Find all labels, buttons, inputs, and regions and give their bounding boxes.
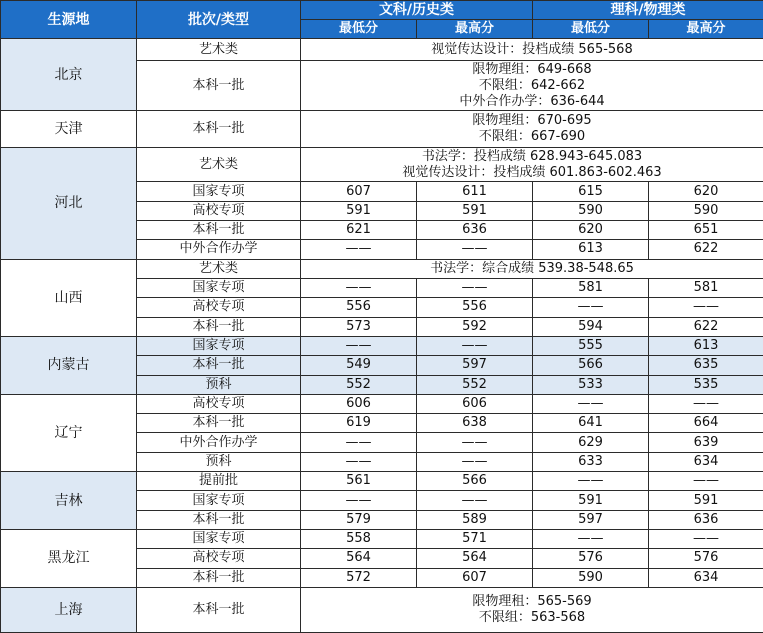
science-min-cell: 533 [533, 375, 649, 394]
liberal-min-cell: —— [301, 240, 417, 259]
batch-type-cell: 艺术类 [137, 259, 301, 278]
table-row [1, 147, 763, 182]
liberal-max-cell: 636 [417, 221, 533, 240]
table-row [1, 472, 763, 491]
science-min-cell: —— [533, 530, 649, 549]
liberal-min-cell: —— [301, 452, 417, 471]
batch-type-cell: 国家专项 [137, 491, 301, 510]
liberal-max-cell: —— [417, 452, 533, 471]
liberal-max-cell: —— [417, 491, 533, 510]
batch-type-cell: 国家专项 [137, 182, 301, 201]
liberal-min-cell: 556 [301, 298, 417, 317]
liberal-max-cell: 607 [417, 568, 533, 587]
batch-type-cell: 本科一批 [137, 111, 301, 148]
liberal-min-cell: —— [301, 433, 417, 452]
liberal-min-cell: 606 [301, 394, 417, 413]
science-max-cell: 634 [649, 452, 763, 471]
header-liberal-group: 文科/历史类 [301, 1, 533, 20]
liberal-max-cell: 571 [417, 530, 533, 549]
science-max-cell: 651 [649, 221, 763, 240]
batch-type-cell: 本科一批 [137, 61, 301, 111]
science-max-cell: 636 [649, 510, 763, 529]
table-row [1, 259, 763, 278]
science-min-cell: 613 [533, 240, 649, 259]
batch-type-cell: 中外合作办学 [137, 240, 301, 259]
merged-score-cell: 书法学：综合成绩 539.38-548.65 [301, 259, 763, 278]
batch-type-cell: 高校专项 [137, 298, 301, 317]
liberal-max-cell: 597 [417, 356, 533, 375]
batch-type-cell: 国家专项 [137, 336, 301, 355]
province-cell: 天津 [1, 111, 137, 148]
science-max-cell: 591 [649, 491, 763, 510]
score-line: 不限组：563-568 [478, 609, 586, 625]
batch-type-cell: 国家专项 [137, 278, 301, 297]
batch-type-cell: 本科一批 [137, 510, 301, 529]
science-max-cell: 576 [649, 549, 763, 568]
liberal-max-cell: 606 [417, 394, 533, 413]
science-min-cell: 591 [533, 491, 649, 510]
table-row [1, 39, 763, 61]
science-min-cell: 633 [533, 452, 649, 471]
liberal-min-cell: —— [301, 336, 417, 355]
batch-type-cell: 本科一批 [137, 587, 301, 632]
liberal-min-cell: 549 [301, 356, 417, 375]
header-origin: 生源地 [1, 1, 137, 39]
science-max-cell: 535 [649, 375, 763, 394]
province-cell: 黑龙江 [1, 530, 137, 588]
header-batch-type: 批次/类型 [137, 1, 301, 39]
science-max-cell: 635 [649, 356, 763, 375]
science-min-cell: —— [533, 394, 649, 413]
header-liberal-min: 最低分 [301, 20, 417, 39]
province-cell: 吉林 [1, 472, 137, 530]
science-max-cell: 581 [649, 278, 763, 297]
liberal-max-cell: 564 [417, 549, 533, 568]
province-cell: 山西 [1, 259, 137, 336]
liberal-max-cell: 552 [417, 375, 533, 394]
liberal-min-cell: 561 [301, 472, 417, 491]
batch-type-cell: 本科一批 [137, 356, 301, 375]
liberal-max-cell: —— [417, 336, 533, 355]
science-min-cell: 590 [533, 201, 649, 220]
batch-type-cell: 本科一批 [137, 221, 301, 240]
header-science-max: 最高分 [649, 20, 763, 39]
liberal-max-cell: 638 [417, 414, 533, 433]
score-line: 中外合作办学：636-644 [459, 93, 605, 109]
merged-score-cell [301, 111, 763, 148]
score-line: 不限组：667-690 [478, 129, 586, 144]
science-min-cell: —— [533, 298, 649, 317]
science-min-cell: 581 [533, 278, 649, 297]
score-line: 视觉传达设计：投档成绩 601.863-602.463 [402, 164, 662, 180]
batch-type-cell: 艺术类 [137, 39, 301, 61]
science-max-cell: —— [649, 394, 763, 413]
science-max-cell: 634 [649, 568, 763, 587]
liberal-max-cell: 589 [417, 510, 533, 529]
header-liberal-max: 最高分 [417, 20, 533, 39]
science-min-cell: 641 [533, 414, 649, 433]
liberal-min-cell: 621 [301, 221, 417, 240]
batch-type-cell: 预科 [137, 375, 301, 394]
header-science-group: 理科/物理类 [533, 1, 763, 20]
liberal-min-cell: 573 [301, 317, 417, 336]
province-cell: 北京 [1, 39, 137, 111]
batch-type-cell: 本科一批 [137, 414, 301, 433]
science-min-cell: 620 [533, 221, 649, 240]
science-min-cell: 594 [533, 317, 649, 336]
batch-type-cell: 艺术类 [137, 147, 301, 182]
batch-type-cell: 本科一批 [137, 568, 301, 587]
liberal-max-cell: 566 [417, 472, 533, 491]
table-row [1, 336, 763, 355]
batch-type-cell: 本科一批 [137, 317, 301, 336]
liberal-min-cell: 558 [301, 530, 417, 549]
science-max-cell: —— [649, 472, 763, 491]
province-cell: 内蒙古 [1, 336, 137, 394]
batch-type-cell: 高校专项 [137, 201, 301, 220]
province-cell: 上海 [1, 587, 137, 632]
batch-type-cell: 高校专项 [137, 549, 301, 568]
province-cell: 河北 [1, 147, 137, 259]
merged-score-cell: 视觉传达设计：投档成绩 565-568 [301, 39, 763, 61]
table-row [1, 530, 763, 549]
science-min-cell: 555 [533, 336, 649, 355]
science-max-cell: 620 [649, 182, 763, 201]
merged-score-cell [301, 61, 763, 111]
science-max-cell: 622 [649, 317, 763, 336]
science-min-cell: 566 [533, 356, 649, 375]
science-min-cell: 597 [533, 510, 649, 529]
batch-type-cell: 中外合作办学 [137, 433, 301, 452]
merged-score-cell [301, 147, 763, 182]
liberal-max-cell: 611 [417, 182, 533, 201]
liberal-min-cell: 591 [301, 201, 417, 220]
batch-type-cell: 提前批 [137, 472, 301, 491]
batch-type-cell: 预科 [137, 452, 301, 471]
score-line: 书法学：投档成绩 628.943-645.083 [421, 148, 643, 164]
science-min-cell: 615 [533, 182, 649, 201]
liberal-max-cell: 592 [417, 317, 533, 336]
liberal-min-cell: 579 [301, 510, 417, 529]
liberal-max-cell: —— [417, 433, 533, 452]
table-row [1, 587, 763, 632]
science-max-cell: 639 [649, 433, 763, 452]
header-science-min: 最低分 [533, 20, 649, 39]
science-max-cell: 622 [649, 240, 763, 259]
liberal-max-cell: —— [417, 240, 533, 259]
science-max-cell: —— [649, 530, 763, 549]
liberal-min-cell: 607 [301, 182, 417, 201]
table-row [1, 111, 763, 148]
liberal-min-cell: —— [301, 491, 417, 510]
liberal-min-cell: 564 [301, 549, 417, 568]
liberal-max-cell: —— [417, 278, 533, 297]
province-cell: 辽宁 [1, 394, 137, 471]
science-max-cell: 664 [649, 414, 763, 433]
liberal-min-cell: 572 [301, 568, 417, 587]
score-line: 限物理租：565-569 [472, 593, 592, 609]
science-max-cell: —— [649, 298, 763, 317]
score-line: 限物理组：649-668 [472, 61, 592, 77]
score-line: 不限组：642-662 [478, 77, 586, 93]
science-max-cell: 613 [649, 336, 763, 355]
science-min-cell: 629 [533, 433, 649, 452]
liberal-min-cell: 552 [301, 375, 417, 394]
batch-type-cell: 高校专项 [137, 394, 301, 413]
science-min-cell: —— [533, 472, 649, 491]
score-line: 限物理组：670-695 [472, 113, 592, 128]
liberal-max-cell: 556 [417, 298, 533, 317]
table-row [1, 394, 763, 413]
science-min-cell: 576 [533, 549, 649, 568]
liberal-min-cell: —— [301, 278, 417, 297]
merged-score-cell [301, 587, 763, 632]
liberal-min-cell: 619 [301, 414, 417, 433]
science-max-cell: 590 [649, 201, 763, 220]
batch-type-cell: 国家专项 [137, 530, 301, 549]
science-min-cell: 590 [533, 568, 649, 587]
liberal-max-cell: 591 [417, 201, 533, 220]
